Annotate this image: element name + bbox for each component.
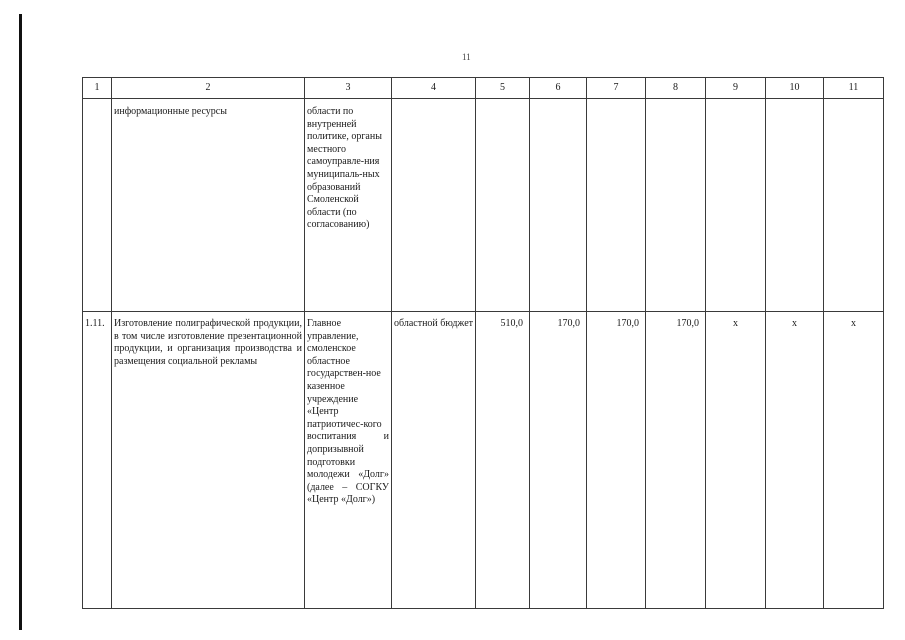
table-row (83, 99, 884, 312)
column-header: 6 (530, 78, 587, 99)
value-cell (706, 99, 766, 312)
value-cell (530, 99, 587, 312)
column-header: 8 (646, 78, 706, 99)
column-header: 2 (112, 78, 305, 99)
row-number-cell (83, 99, 112, 312)
column-header: 7 (587, 78, 646, 99)
column-header: 5 (476, 78, 530, 99)
executor-cell: области по внутренней политике, органы местного самоуправле-ния муниципаль-ных образований Смоленской области (по согласованию) (305, 99, 392, 312)
value-cell (476, 99, 530, 312)
value-cell (646, 99, 706, 312)
activity-cell: информационные ресурсы (112, 99, 305, 312)
column-number-row (83, 78, 884, 99)
funding-source-cell: областной бюджет (392, 312, 476, 609)
value-cell: x (766, 312, 824, 609)
funding-source-cell (392, 99, 476, 312)
column-header: 9 (706, 78, 766, 99)
value-cell (824, 99, 884, 312)
value-cell: 170,0 (587, 312, 646, 609)
value-cell: 170,0 (530, 312, 587, 609)
table-row (83, 312, 884, 609)
column-header: 1 (83, 78, 112, 99)
value-cell: 510,0 (476, 312, 530, 609)
budget-table (82, 77, 884, 609)
activity-cell: Изготовление полиграфической продукции, в том числе изготовление презентационной продукции, и организация производства и размещения социальной рекламы (112, 312, 305, 609)
executor-cell: Главное управление, смоленское областное государствен-ное казенное учреждение «Центр патриотичес-кого воспитания и допризывной подготовки молодежи «Долг» (далее – СОГКУ «Центр «Долг») (305, 312, 392, 609)
column-header: 10 (766, 78, 824, 99)
column-header: 3 (305, 78, 392, 99)
column-header: 4 (392, 78, 476, 99)
scan-margin-bar (19, 14, 22, 630)
value-cell: 170,0 (646, 312, 706, 609)
row-number-cell: 1.11. (83, 312, 112, 609)
value-cell: x (824, 312, 884, 609)
value-cell (587, 99, 646, 312)
value-cell: x (706, 312, 766, 609)
value-cell (766, 99, 824, 312)
page-number: 11 (462, 52, 471, 62)
column-header: 11 (824, 78, 884, 99)
